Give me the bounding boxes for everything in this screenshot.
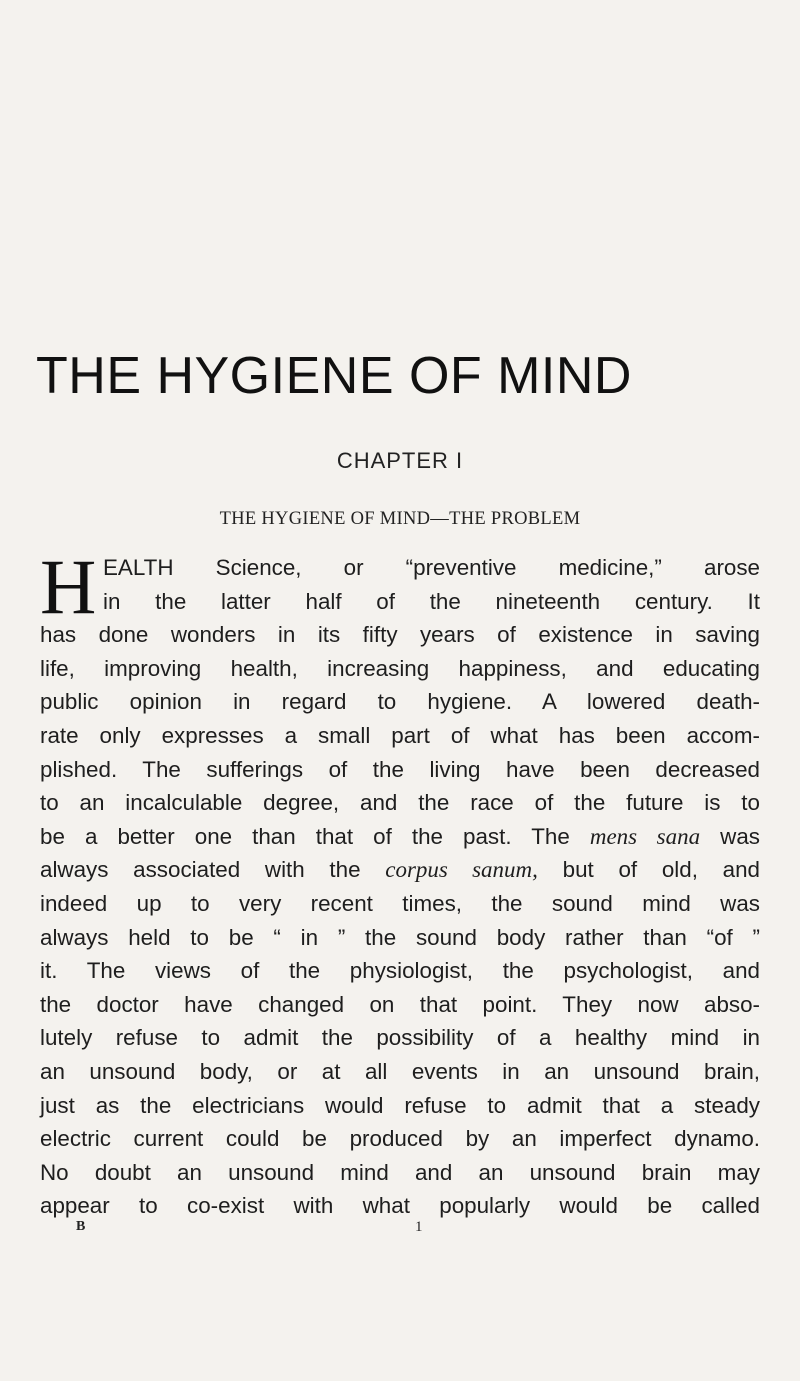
text-line	[40, 820, 760, 854]
chapter-subtitle: THE HYGIENE OF MIND—THE PROBLEM	[219, 509, 581, 529]
text-line: it. The views of the physiologist, the psychologist, and	[40, 958, 760, 984]
italic-phrase: mens sana	[589, 823, 701, 849]
text-line: has done wonders in its fifty years of existence in saving	[40, 622, 760, 648]
text-line: electric current could be produced by an imperfect dynamo.	[40, 1126, 760, 1152]
body-text	[40, 543, 760, 1223]
text-line: life, improving health, increasing happiness, and educating	[40, 655, 760, 681]
text-line: EALTH Science, or “preventive medicine,” arose	[103, 555, 760, 580]
text-line: to an incalculable degree, and the race of the future is to	[40, 790, 760, 816]
drop-cap: H	[40, 543, 97, 630]
text-segment: always associated with the	[40, 857, 386, 883]
text-line: an unsound body, or at all events in an unsound brain,	[40, 1058, 760, 1084]
page-number: 1	[415, 1219, 423, 1235]
text-line: just as the electricians would refuse to admit that a steady	[40, 1092, 760, 1118]
text-line: plished. The sufferings of the living have been decreased	[40, 756, 760, 782]
text-line: rate only expresses a small part of what has been accom-	[40, 722, 760, 748]
text-segment: but of old, and	[537, 857, 760, 883]
text-line: always held to be “ in ” the sound body rather than “of ”	[40, 924, 760, 950]
text-segment: be a better one than that of the past. The	[40, 823, 590, 849]
text-line: No doubt an unsound mind and an unsound brain may	[40, 1159, 760, 1185]
chapter-label: CHAPTER I	[336, 448, 464, 473]
signature-mark: B	[76, 1219, 86, 1234]
text-line: indeed up to very recent times, the sound mind was	[40, 890, 760, 916]
text-line: the doctor have changed on that point. They now abso-	[40, 991, 760, 1017]
text-line: public opinion in regard to hygiene. A lowered death-	[40, 689, 760, 715]
text-line	[40, 853, 760, 887]
text-segment: was	[700, 823, 760, 849]
text-line: appear to co-exist with what popularly would be called	[40, 1193, 760, 1219]
text-line: in the latter half of the nineteenth century. It	[103, 588, 760, 614]
text-line: lutely refuse to admit the possibility of a healthy mind in	[40, 1025, 760, 1051]
book-title: THE HYGIENE OF MIND	[36, 347, 632, 405]
italic-phrase: corpus sanum,	[385, 857, 538, 883]
